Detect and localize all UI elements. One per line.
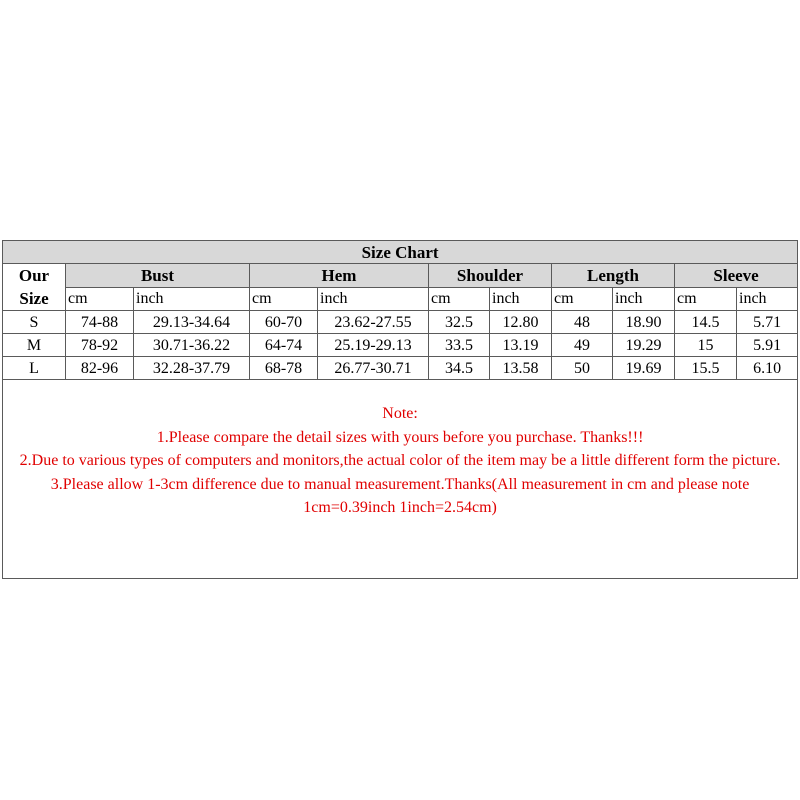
table-row	[3, 334, 798, 357]
table-cell: 29.13-34.64	[134, 311, 250, 334]
table-cell: 15.5	[675, 357, 737, 380]
header-hem: Hem	[250, 264, 429, 288]
table-cell: 26.77-30.71	[318, 357, 429, 380]
note-line-2: 2.Due to various types of computers and monitors,the actual color of the item may be a little different form the picture.	[19, 452, 781, 469]
table-cell: 19.69	[613, 357, 675, 380]
unit-inch: inch	[737, 287, 798, 311]
size-header-line-1: Our	[18, 266, 50, 285]
size-column-header	[3, 264, 66, 311]
table-cell: 13.58	[490, 357, 552, 380]
unit-inch: inch	[490, 287, 552, 311]
header-shoulder: Shoulder	[429, 264, 552, 288]
table-cell: 5.71	[737, 311, 798, 334]
header-bust: Bust	[66, 264, 250, 288]
table-cell: 78-92	[66, 334, 134, 357]
table-cell: 13.19	[490, 334, 552, 357]
table-cell: 19.29	[613, 334, 675, 357]
size-chart-table	[2, 240, 798, 579]
size-label: M	[3, 334, 66, 357]
unit-inch: inch	[613, 287, 675, 311]
table-row	[3, 357, 798, 380]
size-label: S	[3, 311, 66, 334]
header-length: Length	[552, 264, 675, 288]
unit-cm: cm	[250, 287, 318, 311]
notes-section	[3, 380, 798, 579]
table-cell: 74-88	[66, 311, 134, 334]
size-header-line-2: Size	[19, 289, 49, 308]
table-cell: 34.5	[429, 357, 490, 380]
table-cell: 50	[552, 357, 613, 380]
table-cell: 5.91	[737, 334, 798, 357]
unit-inch: inch	[134, 287, 250, 311]
note-line-3: 3.Please allow 1-3cm difference due to manual measurement.Thanks(All measurement in cm and please note 1cm=0.39inch 1inch=2.54cm)	[50, 475, 750, 516]
table-cell: 68-78	[250, 357, 318, 380]
unit-cm: cm	[675, 287, 737, 311]
table-cell: 64-74	[250, 334, 318, 357]
table-cell: 82-96	[66, 357, 134, 380]
table-cell: 25.19-29.13	[318, 334, 429, 357]
table-cell: 30.71-36.22	[134, 334, 250, 357]
unit-inch: inch	[318, 287, 429, 311]
table-cell: 15	[675, 334, 737, 357]
unit-cm: cm	[429, 287, 490, 311]
table-cell: 49	[552, 334, 613, 357]
table-cell: 48	[552, 311, 613, 334]
table-cell: 12.80	[490, 311, 552, 334]
size-label: L	[3, 357, 66, 380]
table-cell: 32.5	[429, 311, 490, 334]
table-cell: 33.5	[429, 334, 490, 357]
table-cell: 6.10	[737, 357, 798, 380]
table-row	[3, 311, 798, 334]
table-cell: 60-70	[250, 311, 318, 334]
chart-title: Size Chart	[3, 241, 798, 264]
unit-cm: cm	[66, 287, 134, 311]
table-cell: 18.90	[613, 311, 675, 334]
unit-cm: cm	[552, 287, 613, 311]
table-cell: 23.62-27.55	[318, 311, 429, 334]
note-line-1: 1.Please compare the detail sizes with yours before you purchase. Thanks!!!	[156, 428, 644, 446]
note-title: Note:	[382, 405, 418, 422]
header-sleeve: Sleeve	[675, 264, 798, 288]
table-cell: 32.28-37.79	[134, 357, 250, 380]
table-cell: 14.5	[675, 311, 737, 334]
